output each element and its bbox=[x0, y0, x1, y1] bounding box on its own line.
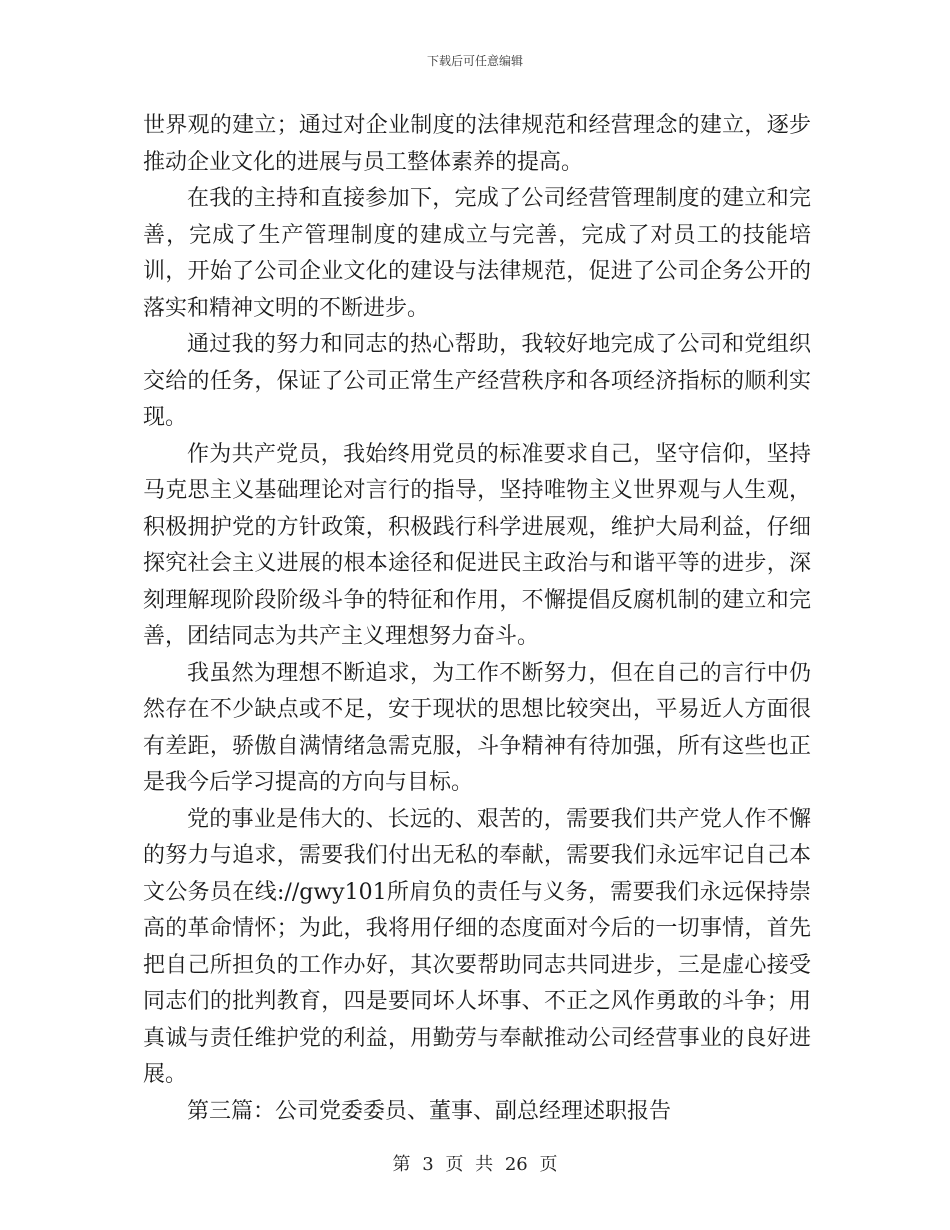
paragraph-2: 在我的主持和直接参加下，完成了公司经营管理制度的建立和完善，完成了生产管理制度的建成立与完善，完成了对员工的技能培训，开始了公司企业文化的建设与法律规范，促进了公司企务公开的落实和精神文明的不断进步。 bbox=[143, 186, 811, 321]
paragraph-6: 党的事业是伟大的、长远的、艰苦的，需要我们共产党人作不懈的努力与追求，需要我们付出无私的奉献，需要我们永远牢记自己本文公务员在线://gwy101所肩负的责任与义务，需要我们永远保持崇高的革命情怀；为此，我将用仔细的态度面对今后的一切事情，首先把自己所担负的工作办好，其次要帮助同志共同进步，三是虚心接受同志们的批判教育，四是要同坏人坏事、不正之风作勇敢的斗争；用真诚与责任维护党的利益，用勤劳与奉献推动公司经营事业的良好进展。 bbox=[143, 806, 811, 1087]
page-number-footer: 第 3 页 共 26 页 bbox=[392, 1154, 558, 1175]
paragraph-3: 通过我的努力和同志的热心帮助，我较好地完成了公司和党组织交给的任务，保证了公司正常生产经营秩序和各项经济指标的顺利实现。 bbox=[143, 332, 811, 430]
paragraph-4: 作为共产党员，我始终用党员的标准要求自己，坚守信仰，坚持马克思主义基础理论对言行的指导，坚持唯物主义世界观与人生观，积极拥护党的方针政策，积极践行科学进展观，维护大局利益，仔细探究社会主义进展的根本途径和促进民主政治与和谐平等的进步，深刻理解现阶段阶级斗争的特征和作用，不懈提倡反腐机制的建立和完善，团结同志为共产主义理想努力奋斗。 bbox=[143, 441, 811, 649]
section-heading: 第三篇：公司党委委员、董事、副总经理述职报告 bbox=[187, 1098, 672, 1124]
page-header: 下载后可任意编辑 bbox=[426, 54, 523, 68]
document-body bbox=[143, 108, 811, 1130]
paragraph-1: 世界观的建立；通过对企业制度的法律规范和经营理念的建立，逐步推动企业文化的进展与员工整体素养的提高。 bbox=[143, 113, 811, 175]
paragraph-5: 我虽然为理想不断追求，为工作不断努力，但在自己的言行中仍然存在不少缺点或不足，安于现状的思想比较突出，平易近人方面很有差距，骄傲自满情绪急需克服，斗争精神有待加强，所有这些也正是我今后学习提高的方向与目标。 bbox=[143, 660, 811, 795]
